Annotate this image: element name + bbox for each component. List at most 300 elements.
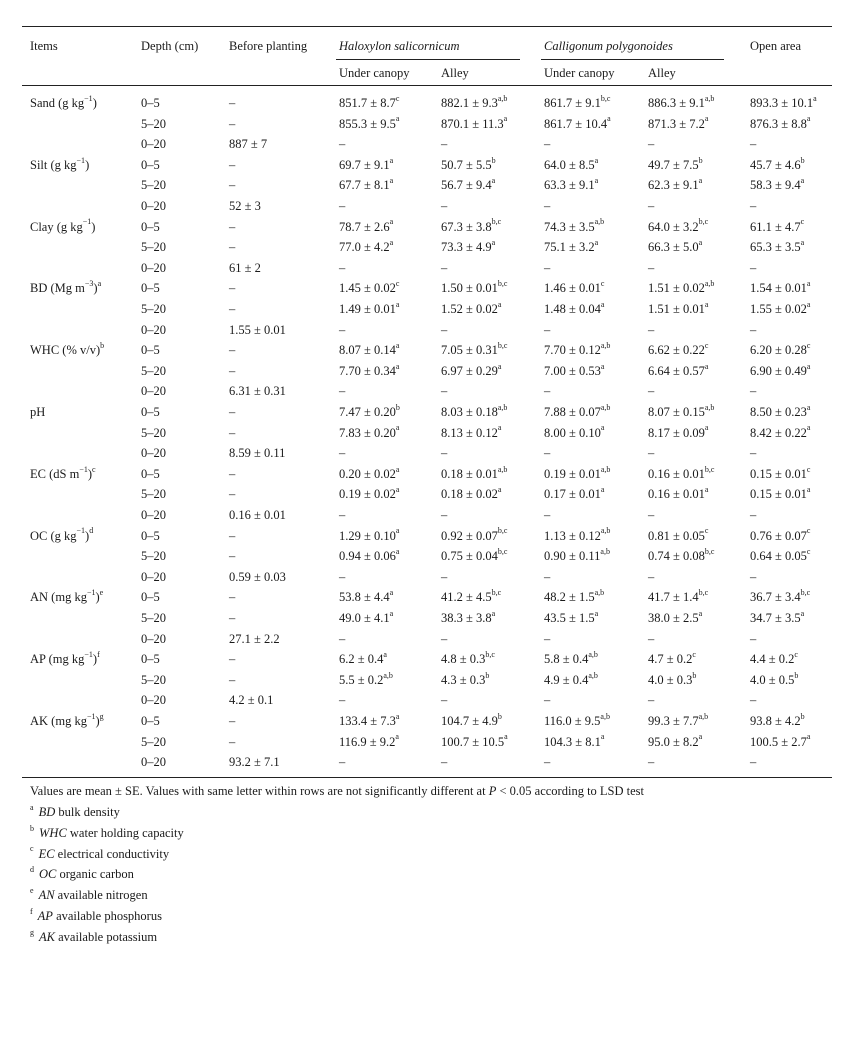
depth-cell: 0–5 (141, 96, 160, 110)
value-cell: – (339, 260, 346, 275)
before-planting-cell: 4.2 ± 0.1 (229, 693, 274, 708)
before-planting-cell: – (229, 487, 236, 502)
significance-letter: a,b (704, 402, 715, 412)
before-planting-cell: – (229, 672, 236, 687)
value-cell: – (441, 384, 448, 399)
depth-cell: 5–20 (141, 363, 166, 378)
value-cell: 855.3 ± 9.5$^a$ (339, 114, 400, 131)
significance-letter: a,b (600, 402, 611, 412)
significance-letter: a (395, 341, 400, 351)
depth-cell: 5–20 (141, 611, 166, 625)
value-cell: – (544, 322, 551, 337)
value-cell: 8.42 ± 0.22$^a$ (750, 423, 811, 440)
depth-cell: 5–20 (141, 425, 166, 440)
footnote-abbr: BD (38, 805, 56, 819)
value-cell: – (339, 137, 346, 152)
footnote-mark: c (30, 844, 34, 854)
value-cell: – (544, 508, 551, 522)
value-cell: $4.8 \pm 0.3^{b,c}$ (441, 650, 495, 667)
value-cell: 6.90 ± 0.49$^a$ (750, 361, 811, 378)
significance-letter: b (491, 155, 496, 165)
value-cell: – (750, 384, 757, 399)
significance-letter: a (600, 423, 605, 433)
value-cell: 50.7 ± 5.5$^b$ (441, 155, 496, 172)
value-cell: – (339, 755, 346, 770)
footnote-mark: f (97, 650, 100, 660)
value-cell: 1.54 ± 0.01$^a$ (750, 279, 811, 296)
before-planting-cell: – (229, 549, 236, 564)
value-cell: $0.74 \pm 0.08^{b,c}$ (648, 547, 715, 564)
significance-letter: c (395, 279, 400, 289)
value-cell: $1.50 \pm 0.01^{b,c}$ (441, 279, 508, 296)
significance-letter: a (395, 485, 400, 495)
significance-letter: c (806, 547, 811, 557)
significance-letter: a,b (497, 402, 508, 412)
before-planting-cell: 8.59 ± 0.11 (229, 446, 286, 461)
significance-letter: a (600, 299, 605, 309)
value-cell: 7.47 ± 0.20$^b$ (339, 402, 400, 419)
footnote-mark: b (30, 823, 34, 833)
value-cell: – (648, 693, 655, 708)
significance-letter: a (497, 361, 502, 371)
significance-letter: a (389, 608, 394, 618)
value-cell: – (544, 446, 551, 461)
value-cell: – (339, 693, 346, 708)
value-cell: 78.7 ± 2.6$^a$ (339, 217, 394, 234)
value-cell: 34.7 ± 3.5$^a$ (750, 608, 805, 625)
row-label: BD (Mg $m^{-3})^a$ (30, 279, 102, 296)
significance-letter: a (389, 238, 394, 248)
value-cell: 0.15 ± 0.01$^c$ (750, 464, 811, 481)
value-cell: $1.51 \pm 0.02^{a,b}$ (648, 279, 715, 296)
value-cell: 104.3 ± 8.1$^a$ (544, 732, 605, 749)
value-cell: $0.19 \pm 0.01^{a,b}$ (544, 464, 611, 481)
value-cell: $41.2 \pm 4.5^{b,c}$ (441, 588, 502, 605)
value-cell: 49.7 ± 7.5$^b$ (648, 155, 703, 172)
before-planting-cell: – (229, 405, 236, 419)
header-haloxylon: Haloxylon salicornicum (339, 39, 460, 53)
value-cell: – (441, 508, 448, 522)
row-label: AN (mg $kg^{-1})^e$ (30, 588, 104, 605)
value-cell: 38.3 ± 3.8$^a$ (441, 608, 496, 625)
significance-letter: a,b (704, 93, 715, 103)
significance-letter: a (806, 361, 811, 371)
footnote-main-text-end: < 0.05 according to LSD test (496, 784, 645, 798)
value-cell: – (648, 137, 655, 152)
significance-letter: a,b (497, 93, 508, 103)
footnote-text: bulk density (55, 805, 120, 819)
significance-letter: a (698, 238, 703, 248)
depth-cell: 0–5 (141, 219, 160, 234)
value-cell: 1.48 ± 0.04$^a$ (544, 299, 605, 316)
value-cell: $0.16 \pm 0.01^{b,c}$ (648, 464, 715, 481)
footnote-mark: b (100, 341, 105, 351)
significance-letter: a,b (600, 547, 610, 557)
value-cell: 4.7 ± 0.2$^c$ (648, 650, 696, 667)
value-cell: 4.3 ± 0.3$^b$ (441, 670, 490, 687)
value-cell: 65.3 ± 3.5$^a$ (750, 238, 805, 255)
footnote-text: available nitrogen (54, 888, 148, 903)
significance-letter: a (800, 176, 805, 186)
value-cell: $8.03 \pm 0.18^{a,b}$ (441, 402, 508, 419)
significance-letter: c (794, 650, 798, 660)
value-cell: 100.5 ± 2.7$^a$ (750, 732, 811, 749)
unit-exponent: −1 (82, 217, 92, 227)
value-cell: 63.3 ± 9.1$^a$ (544, 176, 599, 193)
significance-letter: a (389, 217, 394, 227)
before-planting-cell: – (229, 240, 236, 255)
value-cell: – (544, 260, 551, 275)
value-cell: – (441, 260, 448, 275)
value-cell: 870.1 ± 11.3$^a$ (441, 114, 508, 131)
significance-letter: a,b (497, 464, 508, 474)
depth-cell: 0–20 (141, 693, 166, 708)
value-cell: $5.8 \pm 0.4^{a,b}$ (544, 650, 598, 667)
significance-letter: c (600, 279, 605, 289)
significance-letter: a (600, 485, 605, 495)
value-cell: 7.70 ± 0.34$^a$ (339, 361, 400, 378)
value-cell: $0.92 \pm 0.07^{b,c}$ (441, 526, 508, 543)
value-cell: 8.17 ± 0.09$^a$ (648, 423, 709, 440)
footnote-abbr: AN (38, 888, 55, 903)
value-cell: 45.7 ± 4.6$^b$ (750, 155, 805, 172)
haloxylon-group-rule (336, 59, 520, 60)
significance-letter: a (698, 608, 703, 618)
significance-letter: b (800, 155, 805, 165)
value-cell: – (544, 137, 551, 152)
value-cell: 1.49 ± 0.01$^a$ (339, 299, 400, 316)
footnote-item (30, 823, 184, 840)
significance-letter: a (395, 299, 400, 309)
header-before-planting: Before planting (229, 39, 308, 53)
depth-cell: 0–5 (141, 528, 160, 543)
depth-cell: 0–5 (141, 281, 160, 296)
footnote-mark: g (30, 927, 34, 937)
before-planting-cell: – (229, 178, 236, 193)
row-label: EC (dS $m^{-1})^c$ (30, 464, 96, 481)
value-cell: – (441, 755, 448, 770)
depth-cell: 0–20 (141, 322, 166, 337)
value-cell: $1.13 \pm 0.12^{a,b}$ (544, 526, 611, 543)
value-cell: 93.8 ± 4.2$^b$ (750, 711, 805, 728)
value-cell: 4.0 ± 0.5$^b$ (750, 670, 799, 687)
value-cell: – (750, 446, 757, 461)
value-cell: – (648, 569, 655, 584)
significance-letter: b,c (491, 588, 502, 598)
significance-letter: a (594, 238, 599, 248)
footnote-p-symbol: P (488, 784, 497, 798)
depth-cell: 5–20 (141, 672, 166, 687)
value-cell: 6.97 ± 0.29$^a$ (441, 361, 502, 378)
depth-cell: 0–5 (141, 157, 160, 172)
significance-letter: a (806, 279, 811, 289)
value-cell: $861.7 \pm 9.1^{b,c}$ (544, 93, 611, 110)
table-header-rule (22, 85, 832, 86)
value-cell: – (648, 199, 655, 213)
value-cell: – (339, 631, 346, 646)
before-planting-cell: – (229, 652, 236, 667)
value-cell: 4.4 ± 0.2$^c$ (750, 650, 798, 667)
value-cell: 871.3 ± 7.2$^a$ (648, 114, 709, 131)
significance-letter: c (692, 650, 696, 660)
footnote-abbr: OC (39, 867, 57, 882)
footnote-abbr: WHC (39, 825, 67, 840)
unit-exponent: −1 (84, 93, 93, 103)
row-label: AP (mg $kg^{-1})^f$ (30, 650, 100, 667)
before-planting-cell: – (229, 425, 236, 440)
value-cell: 7.00 ± 0.53$^a$ (544, 361, 605, 378)
significance-letter: a (503, 114, 508, 124)
depth-cell: 0–5 (141, 590, 160, 605)
value-cell: – (441, 322, 448, 337)
unit-exponent: −1 (84, 650, 93, 660)
significance-letter: a (806, 732, 811, 742)
value-cell: – (648, 508, 655, 522)
calligonum-group-rule (541, 59, 724, 60)
value-cell: 67.7 ± 8.1$^a$ (339, 176, 394, 193)
significance-letter: a,b (383, 670, 393, 680)
unit-exponent: −1 (86, 588, 96, 598)
significance-letter: b,c (698, 217, 709, 227)
before-planting-cell: – (229, 343, 236, 358)
value-cell: – (750, 755, 757, 770)
subheader-under-canopy: Under canopy (544, 66, 615, 80)
value-cell: 0.17 ± 0.01$^a$ (544, 485, 605, 502)
value-cell: – (339, 569, 346, 584)
significance-letter: a (497, 485, 502, 495)
before-planting-cell: 0.59 ± 0.03 (229, 569, 286, 584)
depth-cell: 0–20 (141, 446, 166, 461)
value-cell: $36.7 \pm 3.4^{b,c}$ (750, 588, 811, 605)
unit-exponent: −1 (79, 464, 88, 474)
significance-letter: a (813, 93, 817, 103)
value-cell: 0.18 ± 0.02$^a$ (441, 485, 502, 502)
value-cell: – (750, 693, 757, 708)
subheader-alley: Alley (648, 66, 676, 80)
significance-letter: b,c (704, 547, 715, 557)
footnote-item (30, 888, 148, 902)
footnote-main-text: Values are mean ± SE. Values with same letter within rows are not significantly different at (30, 784, 489, 798)
subheader-under-canopy: Under canopy (339, 66, 410, 80)
before-planting-cell: 27.1 ± 2.2 (229, 631, 280, 646)
significance-letter: b,c (491, 217, 502, 227)
before-planting-cell: 52 ± 3 (229, 199, 261, 213)
value-cell: $41.7 \pm 1.4^{b,c}$ (648, 588, 709, 605)
value-cell: – (339, 384, 346, 399)
before-planting-cell: – (229, 116, 236, 131)
before-planting-cell: 6.31 ± 0.31 (229, 384, 286, 399)
significance-letter: c (800, 217, 805, 227)
significance-letter: b (395, 402, 400, 412)
value-cell: 893.3 ± 10.1$^a$ (750, 93, 817, 110)
value-cell: 1.52 ± 0.02$^a$ (441, 299, 502, 316)
significance-letter: b (698, 155, 703, 165)
value-cell: 8.13 ± 0.12$^a$ (441, 423, 502, 440)
significance-letter: a,b (588, 650, 598, 660)
value-cell: $48.2 \pm 1.5^{a,b}$ (544, 588, 605, 605)
value-cell: 8.07 ± 0.14$^a$ (339, 341, 400, 358)
value-cell: – (544, 631, 551, 646)
value-cell: $74.3 \pm 3.5^{a,b}$ (544, 217, 605, 234)
before-planting-cell: 61 ± 2 (229, 260, 261, 275)
value-cell: $99.3 \pm 7.7^{a,b}$ (648, 711, 709, 728)
value-cell: $7.70 \pm 0.12^{a,b}$ (544, 341, 611, 358)
value-cell: 6.62 ± 0.22$^c$ (648, 341, 709, 358)
significance-letter: a (806, 299, 811, 309)
significance-letter: c (704, 341, 709, 351)
significance-letter: b (794, 670, 799, 680)
before-planting-cell: – (229, 96, 236, 110)
significance-letter: a (704, 299, 709, 309)
row-label: AK (mg $kg^{-1})^g$ (30, 711, 104, 728)
value-cell: 43.5 ± 1.5$^a$ (544, 608, 599, 625)
value-cell: – (750, 199, 757, 213)
significance-letter: a (594, 176, 599, 186)
value-cell: 1.55 ± 0.02$^a$ (750, 299, 811, 316)
before-planting-cell: – (229, 363, 236, 378)
significance-letter: a,b (704, 279, 715, 289)
unit-exponent: −1 (86, 711, 96, 721)
significance-letter: a (395, 547, 400, 557)
unit-exponent: −1 (76, 155, 86, 165)
value-cell: $0.75 \pm 0.04^{b,c}$ (441, 547, 508, 564)
depth-cell: 0–20 (141, 631, 166, 646)
footnote-mark: e (30, 886, 34, 896)
row-label: pH (30, 405, 46, 419)
value-cell: $8.07 \pm 0.15^{a,b}$ (648, 402, 715, 419)
footnote-mark: f (30, 906, 33, 916)
significance-letter: a,b (698, 711, 709, 721)
depth-cell: 0–20 (141, 755, 166, 770)
significance-letter: a (395, 711, 400, 721)
value-cell: – (441, 446, 448, 461)
header-depth: Depth (cm) (141, 39, 199, 53)
header-calligonum: Calligonum polygonoides (544, 39, 673, 53)
value-cell: $882.1 \pm 9.3^{a,b}$ (441, 93, 508, 110)
depth-cell: 0–20 (141, 137, 166, 152)
significance-letter: a (491, 176, 496, 186)
depth-cell: 5–20 (141, 178, 166, 193)
significance-letter: b (800, 711, 805, 721)
footnote-item (30, 844, 170, 861)
significance-letter: b,c (497, 526, 508, 536)
significance-letter: a,b (594, 217, 605, 227)
value-cell: 53.8 ± 4.4$^a$ (339, 588, 394, 605)
significance-letter: c (806, 464, 811, 474)
significance-letter: a (395, 423, 400, 433)
significance-letter: b,c (497, 547, 508, 557)
significance-letter: c (806, 526, 811, 536)
significance-letter: a (395, 361, 400, 371)
value-cell: $7.88 \pm 0.07^{a,b}$ (544, 402, 611, 419)
significance-letter: a (806, 485, 811, 495)
row-label: Silt (g $kg^{-1}$) (30, 155, 90, 172)
footnote-mark: d (30, 865, 34, 875)
value-cell: 6.2 ± 0.4$^a$ (339, 650, 387, 667)
significance-letter: a (806, 423, 811, 433)
significance-letter: a (497, 423, 502, 433)
value-cell: – (750, 137, 757, 152)
value-cell: $116.0 \pm 9.5^{a,b}$ (544, 711, 610, 728)
value-cell: 133.4 ± 7.3$^a$ (339, 711, 400, 728)
value-cell: 100.7 ± 10.5$^a$ (441, 732, 508, 749)
significance-letter: b,c (800, 588, 811, 598)
depth-cell: 0–20 (141, 384, 166, 399)
significance-letter: a,b (600, 526, 611, 536)
value-cell: 104.7 ± 4.9$^b$ (441, 711, 502, 728)
significance-letter: a (704, 423, 709, 433)
value-cell: – (339, 508, 346, 522)
value-cell: – (750, 508, 757, 522)
value-cell: – (441, 199, 448, 213)
value-cell: 66.3 ± 5.0$^a$ (648, 238, 703, 255)
value-cell: 861.7 ± 10.4$^a$ (544, 114, 611, 131)
significance-letter: a (800, 238, 805, 248)
value-cell: 851.7 ± 8.7$^c$ (339, 93, 400, 110)
significance-letter: b (485, 670, 490, 680)
before-planting-cell: – (229, 466, 236, 481)
footnote-main (30, 784, 644, 798)
significance-letter: a (594, 155, 599, 165)
significance-letter: a (395, 464, 400, 474)
value-cell: 0.76 ± 0.07$^c$ (750, 526, 811, 543)
value-cell: 6.64 ± 0.57$^a$ (648, 361, 709, 378)
depth-cell: 5–20 (141, 487, 166, 502)
value-cell: $4.9 \pm 0.4^{a,b}$ (544, 670, 598, 687)
footnote-text: organic carbon (56, 867, 134, 882)
value-cell: 116.9 ± 9.2$^a$ (339, 732, 399, 749)
value-cell: 38.0 ± 2.5$^a$ (648, 608, 703, 625)
significance-letter: b (497, 711, 502, 721)
depth-cell: 5–20 (141, 734, 166, 749)
value-cell: – (648, 322, 655, 337)
before-planting-cell: – (229, 590, 236, 605)
significance-letter: a (600, 361, 605, 371)
footnote-mark: a (97, 279, 102, 289)
value-cell: $0.18 \pm 0.01^{a,b}$ (441, 464, 508, 481)
depth-cell: 0–5 (141, 652, 160, 667)
footnote-mark: a (30, 802, 34, 812)
footnote-item (30, 906, 162, 923)
before-planting-cell: – (229, 302, 236, 316)
row-label: Sand (g $kg^{-1}$) (30, 93, 97, 110)
value-cell: 0.81 ± 0.05$^c$ (648, 526, 709, 543)
before-planting-cell: – (229, 611, 236, 625)
significance-letter: c (704, 526, 709, 536)
significance-letter: a (594, 608, 599, 618)
significance-letter: a (704, 361, 709, 371)
significance-letter: a (395, 526, 400, 536)
footnote-abbr: AP (37, 909, 53, 923)
value-cell: $5.5 \pm 0.2^{a,b}$ (339, 670, 393, 687)
before-planting-cell: – (229, 734, 236, 749)
significance-letter: c (395, 93, 400, 103)
significance-letter: b,c (698, 588, 709, 598)
value-cell: 64.0 ± 8.5$^a$ (544, 155, 599, 172)
footnote-item (30, 867, 134, 881)
significance-letter: b,c (497, 279, 508, 289)
significance-letter: c (806, 341, 811, 351)
significance-letter: a (395, 732, 399, 742)
footnote-mark: g (99, 711, 104, 721)
row-label: Clay (g $kg^{-1}$) (30, 217, 96, 234)
depth-cell: 0–20 (141, 260, 166, 275)
value-cell: 49.0 ± 4.1$^a$ (339, 608, 394, 625)
value-cell: 0.64 ± 0.05$^c$ (750, 547, 811, 564)
value-cell: – (544, 569, 551, 584)
significance-letter: a (806, 114, 811, 124)
footnote-mark: c (92, 464, 96, 474)
